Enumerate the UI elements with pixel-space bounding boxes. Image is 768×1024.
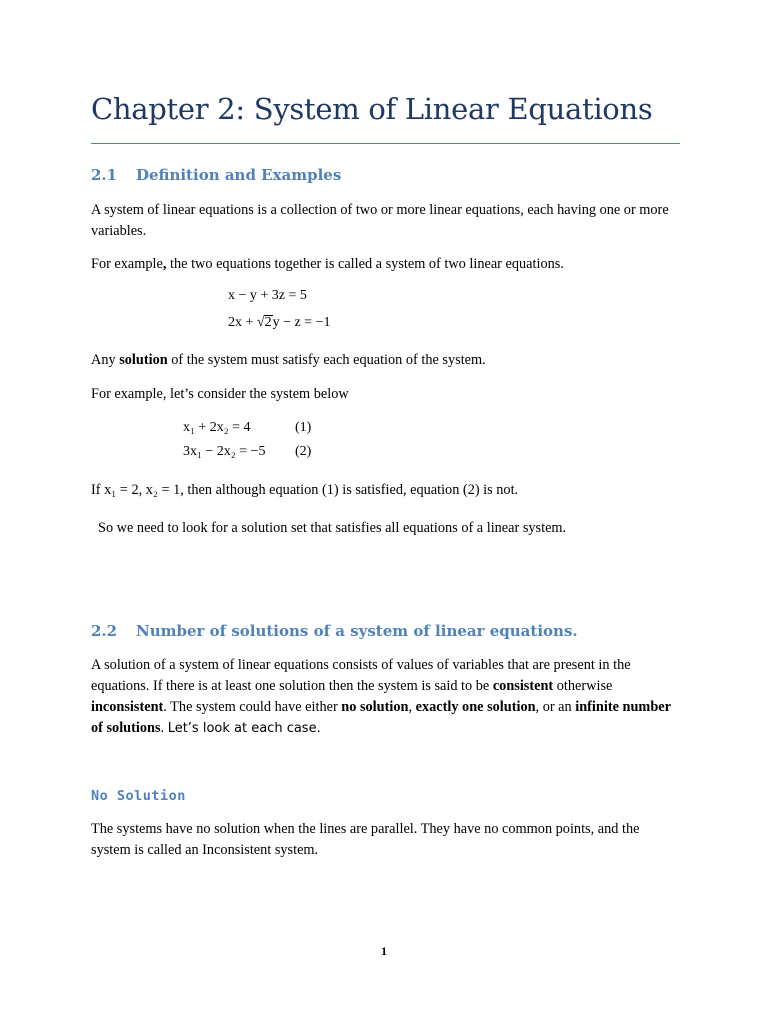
text-run: . The system could have either [163, 699, 342, 715]
paragraph-no-solution: The systems have no solution when the lines are parallel. They have no common points, and the system is called an Inconsistent system. [91, 821, 640, 858]
radicand: 2 [264, 315, 272, 330]
text-run: , or an [535, 699, 576, 715]
term-no-solution: no solution [341, 699, 409, 715]
page-number: 1 [381, 944, 387, 958]
text-run: , [408, 699, 416, 715]
title-divider [91, 143, 680, 144]
equation-1: x₁ + 2x₂ = 4 [183, 420, 251, 435]
equation-b: 2x + √2y − z = −1 [228, 315, 331, 330]
paragraph-definition: A system of linear equations is a collection of two or more linear equations, each having one or more variables. [91, 202, 669, 239]
section-heading-2-2 [91, 622, 578, 640]
equation-b-prefix: 2x + [228, 315, 257, 330]
section-number: 2.2 [91, 622, 118, 640]
solution-bold: solution [119, 352, 168, 368]
example-prefix: For example [91, 256, 163, 272]
text-run-sans: Let’s look at each case. [167, 721, 321, 736]
term-infinite: infinite number of solutions [91, 699, 671, 736]
equation-2-label: (2) [295, 444, 312, 459]
equation-b-suffix: y − z = −1 [272, 315, 331, 330]
solution-pre: Any [91, 352, 120, 368]
chapter-title: Chapter 2: System of Linear Equations [91, 92, 653, 126]
paragraph-counterexample: If x₁ = 2, x₂ = 1, then although equation (1) is satisfied, equation (2) is not. [91, 482, 519, 498]
solution-post: of the system must satisfy each equation of the system. [167, 352, 486, 368]
equation-2: 3x₁ − 2x₂ = −5 [183, 444, 266, 459]
section-number: 2.1 [91, 166, 118, 184]
text-run: A solution of a system of linear equations consists of values of variables that are present in the equations. If there is at least one solution then the system is said to be [91, 657, 631, 694]
text-run: . [160, 720, 168, 736]
section-heading-2-1 [91, 166, 341, 184]
equation-1-label: (1) [295, 420, 312, 435]
paragraph-example-intro: For example, the two equations together is called a system of two linear equations. [91, 256, 564, 272]
paragraph-solution-types [91, 655, 681, 739]
paragraph-solution [91, 350, 681, 371]
example-rest: the two equations together is called a system of two linear equations. [166, 256, 564, 272]
section-title: Definition and Examples [136, 166, 342, 184]
paragraph-solution-set: So we need to look for a solution set that satisfies all equations of a linear system. [98, 520, 567, 536]
paragraph-system-intro: For example, let’s consider the system below [91, 386, 349, 402]
section-title: Number of solutions of a system of linear equations. [136, 622, 578, 640]
text-run: otherwise [553, 678, 613, 694]
subsection-heading-no-solution: No Solution [91, 788, 186, 804]
term-inconsistent: inconsistent [91, 699, 164, 715]
term-consistent: consistent [492, 678, 554, 694]
equation-a: x − y + 3z = 5 [228, 288, 307, 303]
term-exactly-one: exactly one solution [415, 699, 536, 715]
